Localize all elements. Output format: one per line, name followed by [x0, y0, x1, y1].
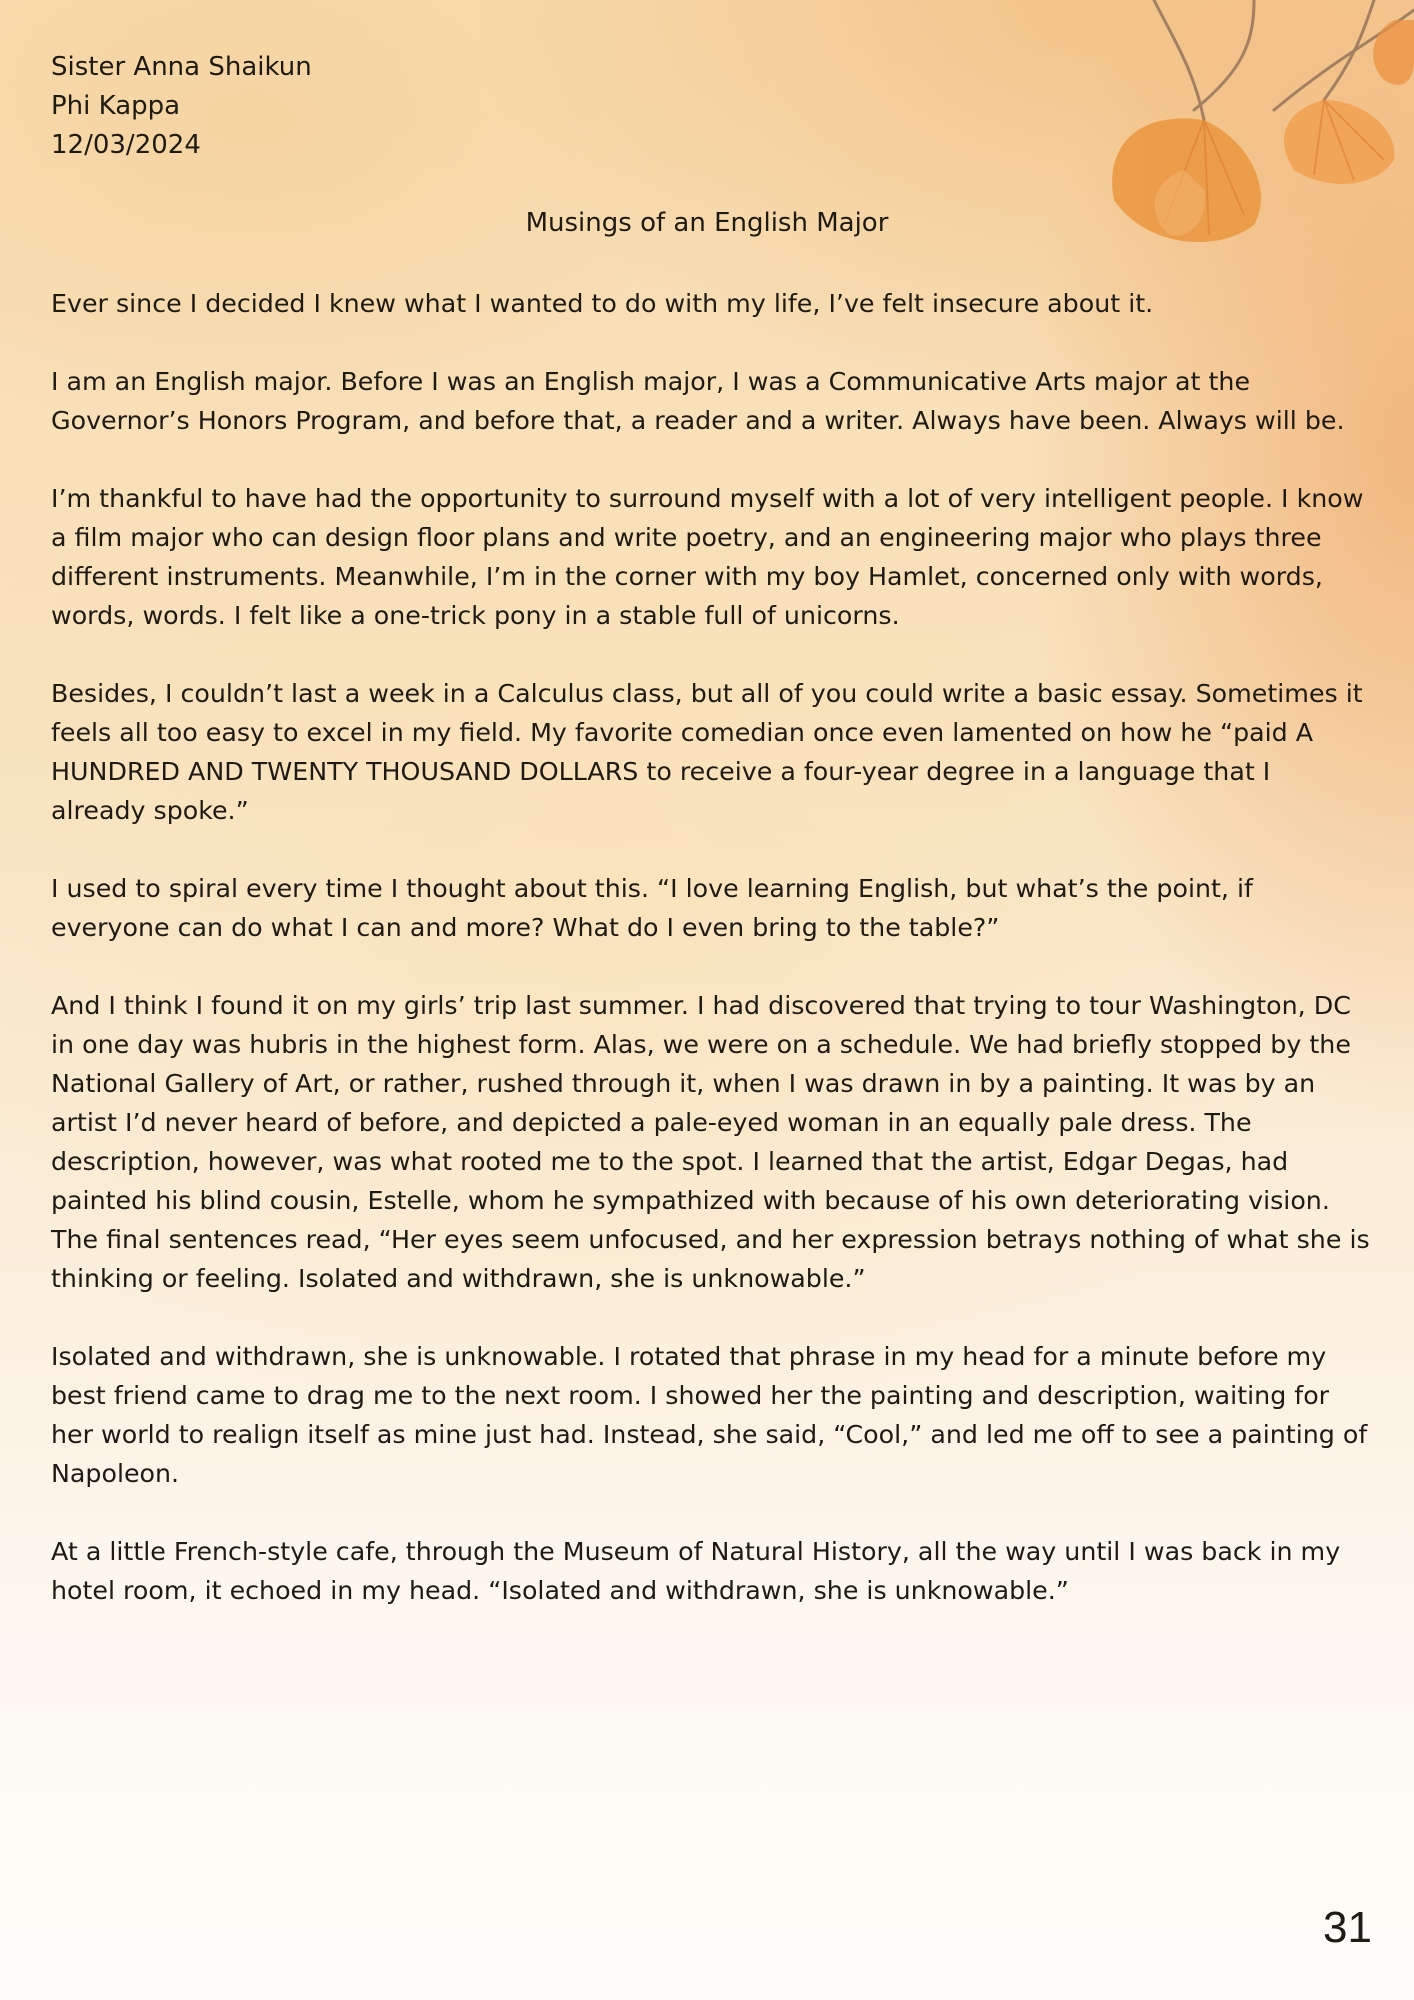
paragraph: Besides, I couldn’t last a week in a Calculus class, but all of you could write a basic essay. Sometimes it feels all too easy to excel in my field. My favorite comedian once even lamented on how he “paid A HUNDRED AND TWENTY THOUSAND DOLLARS to receive a four-year degree in a language that I already spoke.” [51, 679, 1363, 825]
author-name: Sister Anna Shaikun [51, 52, 312, 82]
paragraph: I’m thankful to have had the opportunity to surround myself with a lot of very intelligent people. I know a film major who can design floor plans and write poetry, and an engineering major who plays three different instruments. Meanwhile, I’m in the corner with my boy Hamlet, concerned only with words, words, words. I felt like a one-trick pony in a stable full of unicorns. [51, 484, 1364, 630]
paragraph: And I think I found it on my girls’ trip last summer. I had discovered that trying to tour Washington, DC in one day was hubris in the highest form. Alas, we were on a schedule. We had briefly stopped by the National Gallery of Art, or rather, rushed through it, when I was drawn in by a painting. It was by an artist I’d never heard of before, and depicted a pale-eyed woman in an equally pale dress. The description, however, was what rooted me to the spot. I learned that the artist, Edgar Degas, had painted his blind cousin, Estelle, whom he sympathized with because of his own deteriorating vision. The final sentences read, “Her eyes seem unfocused, and her expression betrays nothing of what she is thinking or feeling. Isolated and withdrawn, she is unknowable.” [51, 991, 1370, 1293]
date: 12/03/2024 [51, 130, 201, 160]
paragraph: I am an English major. Before I was an English major, I was a Communicative Arts major at the Governor’s Honors Program, and before that, a reader and a writer. Always have been. Always will be. [51, 367, 1345, 435]
paragraph: At a little French-style cafe, through the Museum of Natural History, all the way until I was back in my hotel room, it echoed in my head. “Isolated and withdrawn, she is unknowable.” [51, 1537, 1341, 1605]
paragraph: Ever since I decided I knew what I wanted to do with my life, I’ve felt insecure about it. [51, 289, 1154, 318]
page-number: 31 [1323, 1903, 1372, 1952]
chapter-name: Phi Kappa [51, 91, 181, 121]
author-header [51, 48, 312, 165]
paragraph: I used to spiral every time I thought about this. “I love learning English, but what’s the point, if everyone can do what I can and more? What do I even bring to the table?” [51, 874, 1253, 942]
essay-title: Musings of an English Major [525, 208, 889, 238]
essay-body [51, 284, 1371, 1649]
ginkgo-leaves-decoration [954, 0, 1414, 300]
paragraph: Isolated and withdrawn, she is unknowable. I rotated that phrase in my head for a minute before my best friend came to drag me to the next room. I showed her the painting and description, waiting for her world to realign itself as mine just had. Instead, she said, “Cool,” and led me off to see a painting of Napoleon. [51, 1342, 1368, 1488]
